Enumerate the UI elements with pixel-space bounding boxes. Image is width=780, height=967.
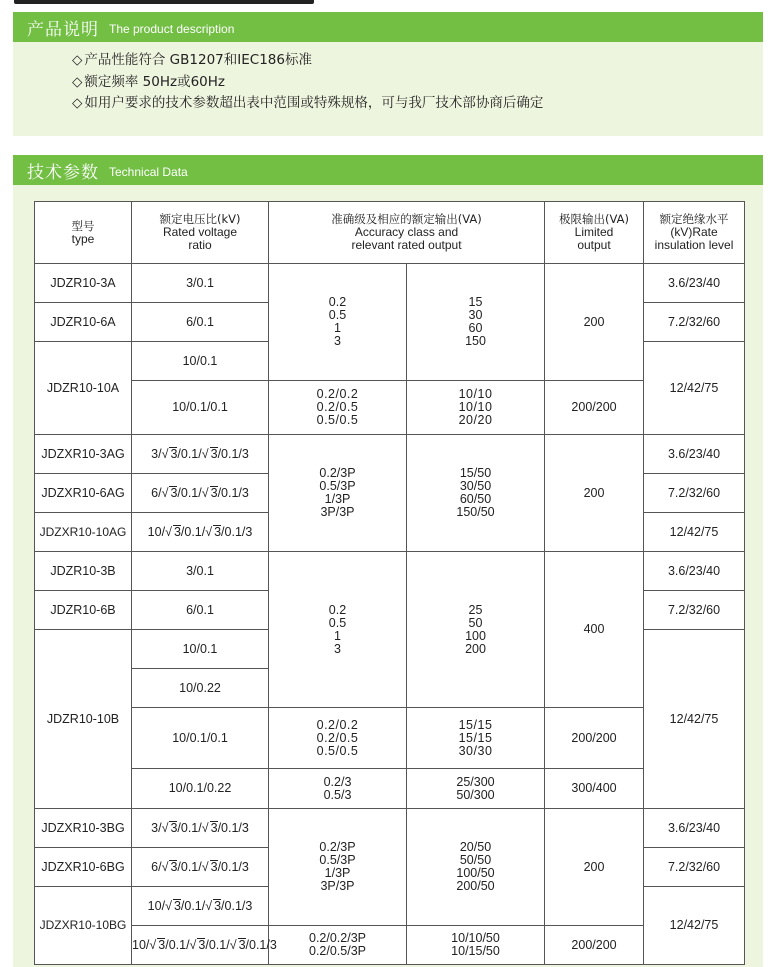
- insulation-cell: 7.2/32/60: [644, 474, 745, 513]
- ratio-cell: 6/0.1: [132, 591, 269, 630]
- table-row: [35, 381, 745, 435]
- ratio-cell: 6/0.1: [132, 303, 269, 342]
- model-cell: JDZR10-10A: [35, 342, 132, 435]
- insulation-cell: 7.2/32/60: [644, 303, 745, 342]
- ratio-cell: 3/0.1: [132, 552, 269, 591]
- accuracy-class-cell: 0.2/3P 0.5/3P 1/3P 3P/3P: [269, 809, 407, 926]
- header-limited: 极限输出(VA) Limited output: [545, 202, 644, 264]
- insulation-cell: 12/42/75: [644, 342, 745, 435]
- header-insulation: 额定绝缘水平 (kV)Rate insulation level: [644, 202, 745, 264]
- ratio-cell: 3/√ 3/0.1/√ 3/0.1/3: [132, 809, 269, 848]
- insulation-cell: 7.2/32/60: [644, 848, 745, 887]
- rated-output-cell: 15 30 60 150: [407, 264, 545, 381]
- table-row: [35, 708, 745, 769]
- rated-output-cell: 10/10/50 10/15/50: [407, 926, 545, 965]
- sqrt-icon: √: [161, 447, 169, 461]
- ratio-cell: 6/√ 3/0.1/√ 3/0.1/3: [132, 848, 269, 887]
- sqrt-icon: √: [201, 486, 209, 500]
- model-cell: JDZXR10-6AG: [35, 474, 132, 513]
- table-row: [35, 926, 745, 965]
- ratio-cell: 10/0.1: [132, 630, 269, 669]
- ratio-cell: 10/0.1/0.1: [132, 381, 269, 435]
- model-cell: JDZR10-10B: [35, 630, 132, 809]
- insulation-cell: 3.6/23/40: [644, 435, 745, 474]
- sqrt-icon: √: [205, 899, 213, 913]
- rated-output-cell: 15/15 15/15 30/30: [407, 708, 545, 769]
- table-row: [35, 435, 745, 474]
- diamond-bullet-icon: ◇: [72, 52, 83, 68]
- rated-output-cell: 25 50 100 200: [407, 552, 545, 708]
- ratio-cell: 10/0.1/0.1: [132, 708, 269, 769]
- limited-output-cell: 200: [545, 809, 644, 926]
- sqrt-icon: √: [149, 938, 157, 952]
- section-title-en: Technical Data: [109, 164, 188, 179]
- limited-output-cell: 200: [545, 435, 644, 552]
- description-item: ◇ 额定频率 50Hz或60Hz: [72, 73, 226, 90]
- description-list: [72, 50, 543, 115]
- table-row: [35, 264, 745, 303]
- ratio-cell: 10/√ 3/0.1/√ 3/0.1/√ 3/0.1/3: [132, 926, 269, 965]
- ratio-cell: 10/0.1: [132, 342, 269, 381]
- table-header-row: [35, 202, 745, 264]
- insulation-cell: 3.6/23/40: [644, 809, 745, 848]
- ratio-cell: 3/0.1: [132, 264, 269, 303]
- table-row: [35, 809, 745, 848]
- section-header-technical: [13, 155, 763, 185]
- sqrt-icon: √: [229, 938, 237, 952]
- limited-output-cell: 200/200: [545, 708, 644, 769]
- model-cell: JDZXR10-3BG: [35, 809, 132, 848]
- table-row: [35, 552, 745, 591]
- sqrt-icon: √: [161, 486, 169, 500]
- rated-output-cell: 20/50 50/50 100/50 200/50: [407, 809, 545, 926]
- sqrt-icon: √: [201, 447, 209, 461]
- model-cell: JDZR10-6A: [35, 303, 132, 342]
- ratio-cell: 10/0.22: [132, 669, 269, 708]
- accuracy-class-cell: 0.2/0.2 0.2/0.5 0.5/0.5: [269, 708, 407, 769]
- insulation-cell: 12/42/75: [644, 887, 745, 965]
- header-accuracy: 准确级及相应的额定输出(VA) Accuracy class and relevant rated output: [269, 202, 545, 264]
- description-item: ◇ 产品性能符合 GB1207和IEC186标准: [72, 52, 312, 68]
- sqrt-icon: √: [161, 860, 169, 874]
- ratio-cell: 10/0.1/0.22: [132, 769, 269, 809]
- ratio-cell: 6/√ 3/0.1/√ 3/0.1/3: [132, 474, 269, 513]
- section-title-zh: 产品说明: [27, 19, 99, 40]
- model-cell: JDZR10-3B: [35, 552, 132, 591]
- ratio-cell: 10/√ 3/0.1/√ 3/0.1/3: [132, 887, 269, 926]
- accuracy-class-cell: 0.2/3P 0.5/3P 1/3P 3P/3P: [269, 435, 407, 552]
- accuracy-class-cell: 0.2/3 0.5/3: [269, 769, 407, 809]
- limited-output-cell: 200/200: [545, 381, 644, 435]
- technical-data-table: [34, 201, 745, 965]
- accuracy-class-cell: 0.2 0.5 1 3: [269, 264, 407, 381]
- insulation-cell: 7.2/32/60: [644, 591, 745, 630]
- model-cell: JDZR10-6B: [35, 591, 132, 630]
- rated-output-cell: 10/10 10/10 20/20: [407, 381, 545, 435]
- limited-output-cell: 200/200: [545, 926, 644, 965]
- sqrt-icon: √: [201, 821, 209, 835]
- top-title-fragment: [14, 0, 314, 4]
- rated-output-cell: 15/50 30/50 60/50 150/50: [407, 435, 545, 552]
- limited-output-cell: 300/400: [545, 769, 644, 809]
- section-title-en: The product description: [109, 21, 235, 36]
- sqrt-icon: √: [165, 899, 172, 913]
- model-cell: JDZXR10-10BG: [35, 887, 132, 965]
- diamond-bullet-icon: ◇: [72, 95, 83, 111]
- accuracy-class-cell: 0.2/0.2 0.2/0.5 0.5/0.5: [269, 381, 407, 435]
- insulation-cell: 3.6/23/40: [644, 264, 745, 303]
- model-cell: JDZXR10-3AG: [35, 435, 132, 474]
- section-title-zh: 技术参数: [27, 162, 99, 183]
- table-row: [35, 769, 745, 809]
- limited-output-cell: 200: [545, 264, 644, 381]
- sqrt-icon: √: [161, 821, 169, 835]
- sqrt-icon: √: [205, 525, 213, 539]
- accuracy-class-cell: 0.2/0.2/3P 0.2/0.5/3P: [269, 926, 407, 965]
- sqrt-icon: √: [165, 525, 172, 539]
- sqrt-icon: √: [201, 860, 209, 874]
- insulation-cell: 3.6/23/40: [644, 552, 745, 591]
- description-item: ◇ 如用户要求的技术参数超出表中范围或特殊规格，可与我厂技术部协商后确定: [72, 95, 544, 111]
- ratio-cell: 10/√ 3/0.1/√ 3/0.1/3: [132, 513, 269, 552]
- rated-output-cell: 25/300 50/300: [407, 769, 545, 809]
- header-type: 型号 type: [35, 202, 132, 264]
- model-cell: JDZXR10-10AG: [35, 513, 132, 552]
- ratio-cell: 3/√ 3/0.1/√ 3/0.1/3: [132, 435, 269, 474]
- accuracy-class-cell: 0.2 0.5 1 3: [269, 552, 407, 708]
- sqrt-icon: √: [189, 938, 197, 952]
- model-cell: JDZXR10-6BG: [35, 848, 132, 887]
- model-cell: JDZR10-3A: [35, 264, 132, 303]
- header-ratio: 额定电压比(kV) Rated voltage ratio: [132, 202, 269, 264]
- insulation-cell: 12/42/75: [644, 513, 745, 552]
- limited-output-cell: 400: [545, 552, 644, 708]
- section-header-description: [13, 12, 763, 42]
- insulation-cell: 12/42/75: [644, 630, 745, 809]
- diamond-bullet-icon: ◇: [72, 73, 83, 90]
